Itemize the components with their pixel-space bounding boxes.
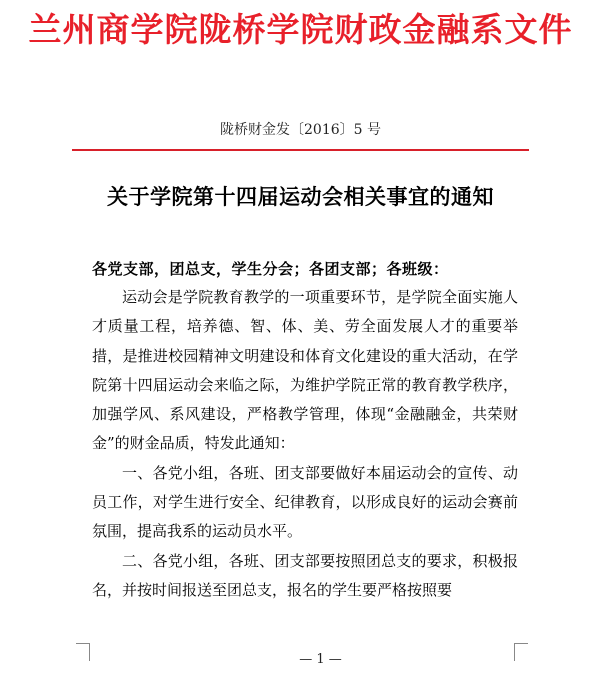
org-header-title: 兰州商学院陇桥学院财政金融系文件 — [28, 10, 573, 49]
page-number: — 1 — — [299, 652, 342, 667]
body-paragraph-intro: 运动会是学院教育教学的一项重要环节，是学院全面实施人才质量工程，培养德、智、体、美、劳全面发展人才的重要举措，是推进校园精神文明建设和体育文化建设的重大活动，在学院第十四届运动会来临之际，为维护学院正常的教育教学秩序，加强学风、系风建设，严格教学管理，体现“金融融金，共荣财金”的财金品质，特发此通知： — [92, 288, 518, 453]
body-paragraph-item-2: 二、各党小组，各班、团支部要按照团总支的要求，积极报名，并按时间报送至团总支，报名的学生要严格按照要 — [92, 551, 518, 599]
notice-title: 关于学院第十四届运动会相关事宜的通知 — [107, 184, 494, 209]
red-divider-line — [72, 149, 529, 151]
body-paragraph-item-1: 一、各党小组，各班、团支部要做好本届运动会的宣传、动员工作，对学生进行安全、纪律教育，以形成良好的运动会赛前氛围，提高我系的运动员水平。 — [92, 463, 518, 541]
document-number: 陇桥财金发〔2016〕5 号 — [220, 122, 381, 138]
recipients-line: 各党支部，团总支，学生分会；各团支部；各班级： — [92, 260, 449, 278]
notice-body — [92, 283, 518, 605]
